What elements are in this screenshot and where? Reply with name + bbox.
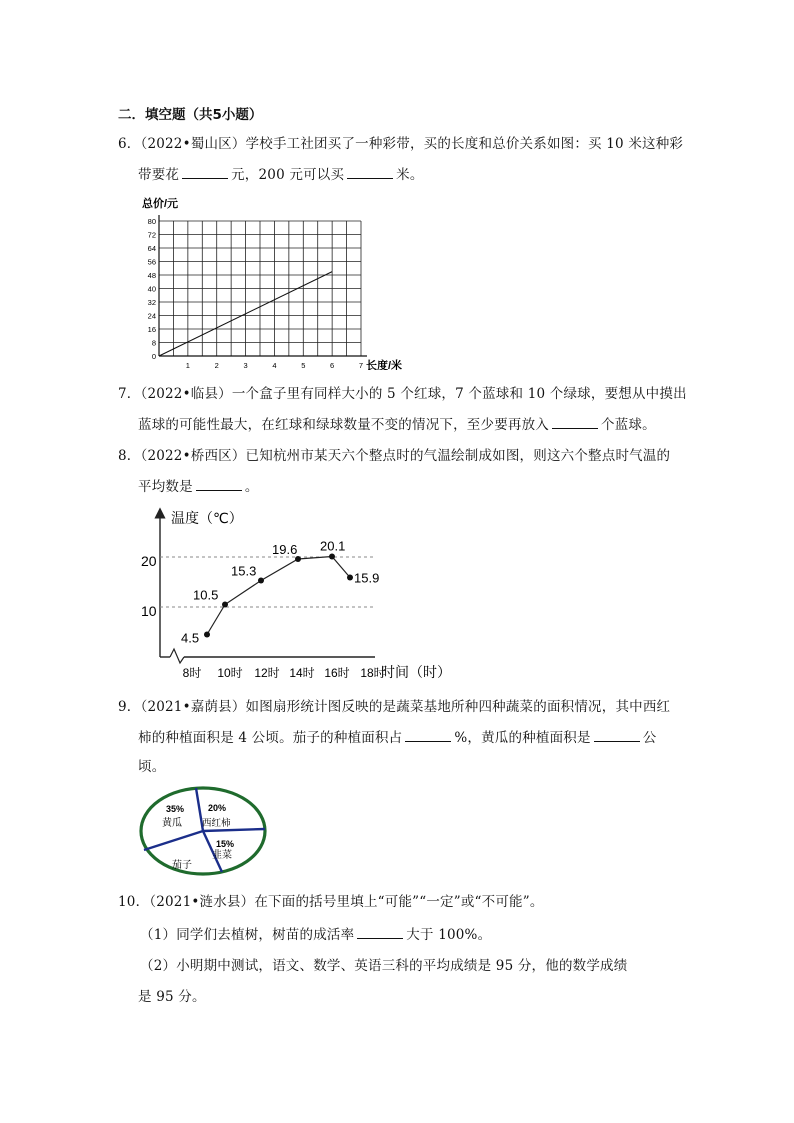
chart2-line xyxy=(207,557,350,635)
q9-text-b: %，黄瓜的种植面积是 xyxy=(454,730,591,746)
chart2-point-label: 20.1 xyxy=(320,538,346,554)
chart2-point-label: 15.3 xyxy=(231,563,257,579)
chart2-xtick-label: 14时 xyxy=(289,666,315,680)
chart1-ytick-label: 56 xyxy=(147,257,156,267)
q9-text-a: 柿的种植面积是 4 公顷。茄子的种植面积占 xyxy=(138,730,403,746)
q8-line1: 8．（2022•桥西区）已知杭州市某天六个整点时的气温绘制成如图，则这六个整点时气温的 xyxy=(118,448,671,464)
q9-text-c: 公 xyxy=(642,730,657,746)
chart2-y10: 10 xyxy=(141,603,157,619)
chart2-series xyxy=(181,539,379,646)
q7-text-a: 蓝球的可能性最大，在红球和绿球数量不变的情况下，至少要再放入 xyxy=(138,417,549,433)
chart2-point xyxy=(329,554,335,560)
pie-tomato-label: 西红柿 xyxy=(202,818,231,829)
q10-sub1-text-b: 大于 100%。 xyxy=(406,927,492,943)
q8-text-a: 平均数是 xyxy=(138,479,193,495)
chart1-xtick-label: 1 xyxy=(185,361,190,370)
chart2-point-label: 15.9 xyxy=(354,570,380,586)
pie-leek-label: 韭菜 xyxy=(212,850,232,861)
q6-blank-1[interactable] xyxy=(182,165,228,179)
chart1-ytick-label: 72 xyxy=(147,230,156,240)
chart1-xtick-label: 6 xyxy=(330,361,335,370)
chart2-xtick-label: 16时 xyxy=(324,666,350,680)
q8-line2 xyxy=(138,477,259,496)
chart2-point-label: 4.5 xyxy=(181,630,200,646)
chart2-ylabel: 温度（℃） xyxy=(171,510,243,526)
q9-line3: 顷。 xyxy=(138,759,166,775)
chart1-ytick-label: 80 xyxy=(147,217,156,226)
chart1-ytick-label: 48 xyxy=(147,271,156,280)
q10-line1: 10．（2021•涟水县）在下面的括号里填上“可能”“一定”或“不可能”。 xyxy=(118,894,544,910)
q7-text-b: 个蓝球。 xyxy=(601,417,656,433)
chart1-xtick-label: 2 xyxy=(214,361,219,370)
vegetable-pie-chart xyxy=(136,784,272,880)
q7-line2 xyxy=(138,415,656,434)
chart1-ytick-label: 16 xyxy=(147,325,156,334)
chart1-xtick-label: 3 xyxy=(243,361,248,370)
q10-sub2-line1: （2）小明期中测试，语文、数学、英语三科的平均成绩是 95 分，他的数学成绩 xyxy=(140,958,628,974)
chart1-ytick-label: 64 xyxy=(147,244,156,253)
chart2-point xyxy=(258,578,264,584)
section-title: 二．填空题（共5小题） xyxy=(118,107,263,123)
chart2-point-label: 19.6 xyxy=(272,542,298,557)
q10-sub1-text-a: （1）同学们去植树，树苗的成活率 xyxy=(140,927,355,943)
chart1-ytick-label: 8 xyxy=(151,338,156,348)
q9-blank-1[interactable] xyxy=(405,728,451,742)
chart1-grid xyxy=(159,215,367,356)
chart1-ytick-label: 40 xyxy=(147,284,156,294)
q6-text-b: 元，200 元可以买 xyxy=(231,167,345,183)
chart2-xtick-label: 18时 xyxy=(360,666,386,680)
chart2-xlabel: 时间（时） xyxy=(381,664,451,680)
pie-leek-pct: 15% xyxy=(216,839,235,849)
pie-tomato-pct: 20% xyxy=(208,803,227,813)
chart2-xtick-label: 8时 xyxy=(182,666,202,680)
q6-blank-2[interactable] xyxy=(347,165,393,179)
chart2-xtick-label: 12时 xyxy=(254,666,280,680)
q10-sub1 xyxy=(140,925,491,944)
chart1-xtick-label: 5 xyxy=(301,361,306,370)
price-length-chart xyxy=(140,190,440,370)
q10-sub2-line2: 是 95 分。 xyxy=(138,989,206,1005)
q9-blank-2[interactable] xyxy=(594,728,640,742)
chart1-ytick-label: 32 xyxy=(147,298,156,307)
chart1-ylabel: 总价/元 xyxy=(142,198,179,210)
q7-blank[interactable] xyxy=(552,415,598,429)
chart1-ticks xyxy=(148,217,363,370)
q6-text-c: 米。 xyxy=(396,167,424,183)
chart1-ytick-label: 0 xyxy=(151,352,156,361)
chart2-point xyxy=(222,602,228,608)
q10-blank[interactable] xyxy=(357,925,403,939)
chart2-xtick-label: 10时 xyxy=(217,666,243,680)
temperature-chart xyxy=(135,505,465,685)
pie-cucumber-label: 黄瓜 xyxy=(162,818,182,829)
chart2-point xyxy=(347,575,353,581)
q9-line1: 9．（2021•嘉荫县）如图扇形统计图反映的是蔬菜基地所种四种蔬菜的面积情况，其中西红 xyxy=(118,699,671,715)
chart2-point xyxy=(204,632,210,638)
chart1-xlabel: 长度/米 xyxy=(366,360,403,370)
chart1-xtick-label: 7 xyxy=(358,361,364,370)
q7-line1: 7．（2022•临县）一个盒子里有同样大小的 5 个红球，7 个蓝球和 10 个绿球，要想从中摸出 xyxy=(118,386,687,402)
q6-line2 xyxy=(138,165,424,184)
q9-line2 xyxy=(138,728,656,747)
chart1-xtick-label: 4 xyxy=(272,361,277,370)
q6-text-a: 带要花 xyxy=(138,167,180,183)
chart1-ytick-label: 24 xyxy=(147,311,156,321)
q8-blank[interactable] xyxy=(196,477,242,491)
q8-text-b: 。 xyxy=(244,479,259,495)
q6-line1: 6．（2022•蜀山区）学校手工社团买了一种彩带，买的长度和总价关系如图：买 10 米这种彩 xyxy=(118,136,684,152)
pie-cucumber-pct: 35% xyxy=(166,804,185,814)
chart2-point-label: 10.5 xyxy=(193,587,219,603)
pie-eggplant-label: 茄子 xyxy=(172,860,192,871)
chart2-y20: 20 xyxy=(141,553,157,569)
